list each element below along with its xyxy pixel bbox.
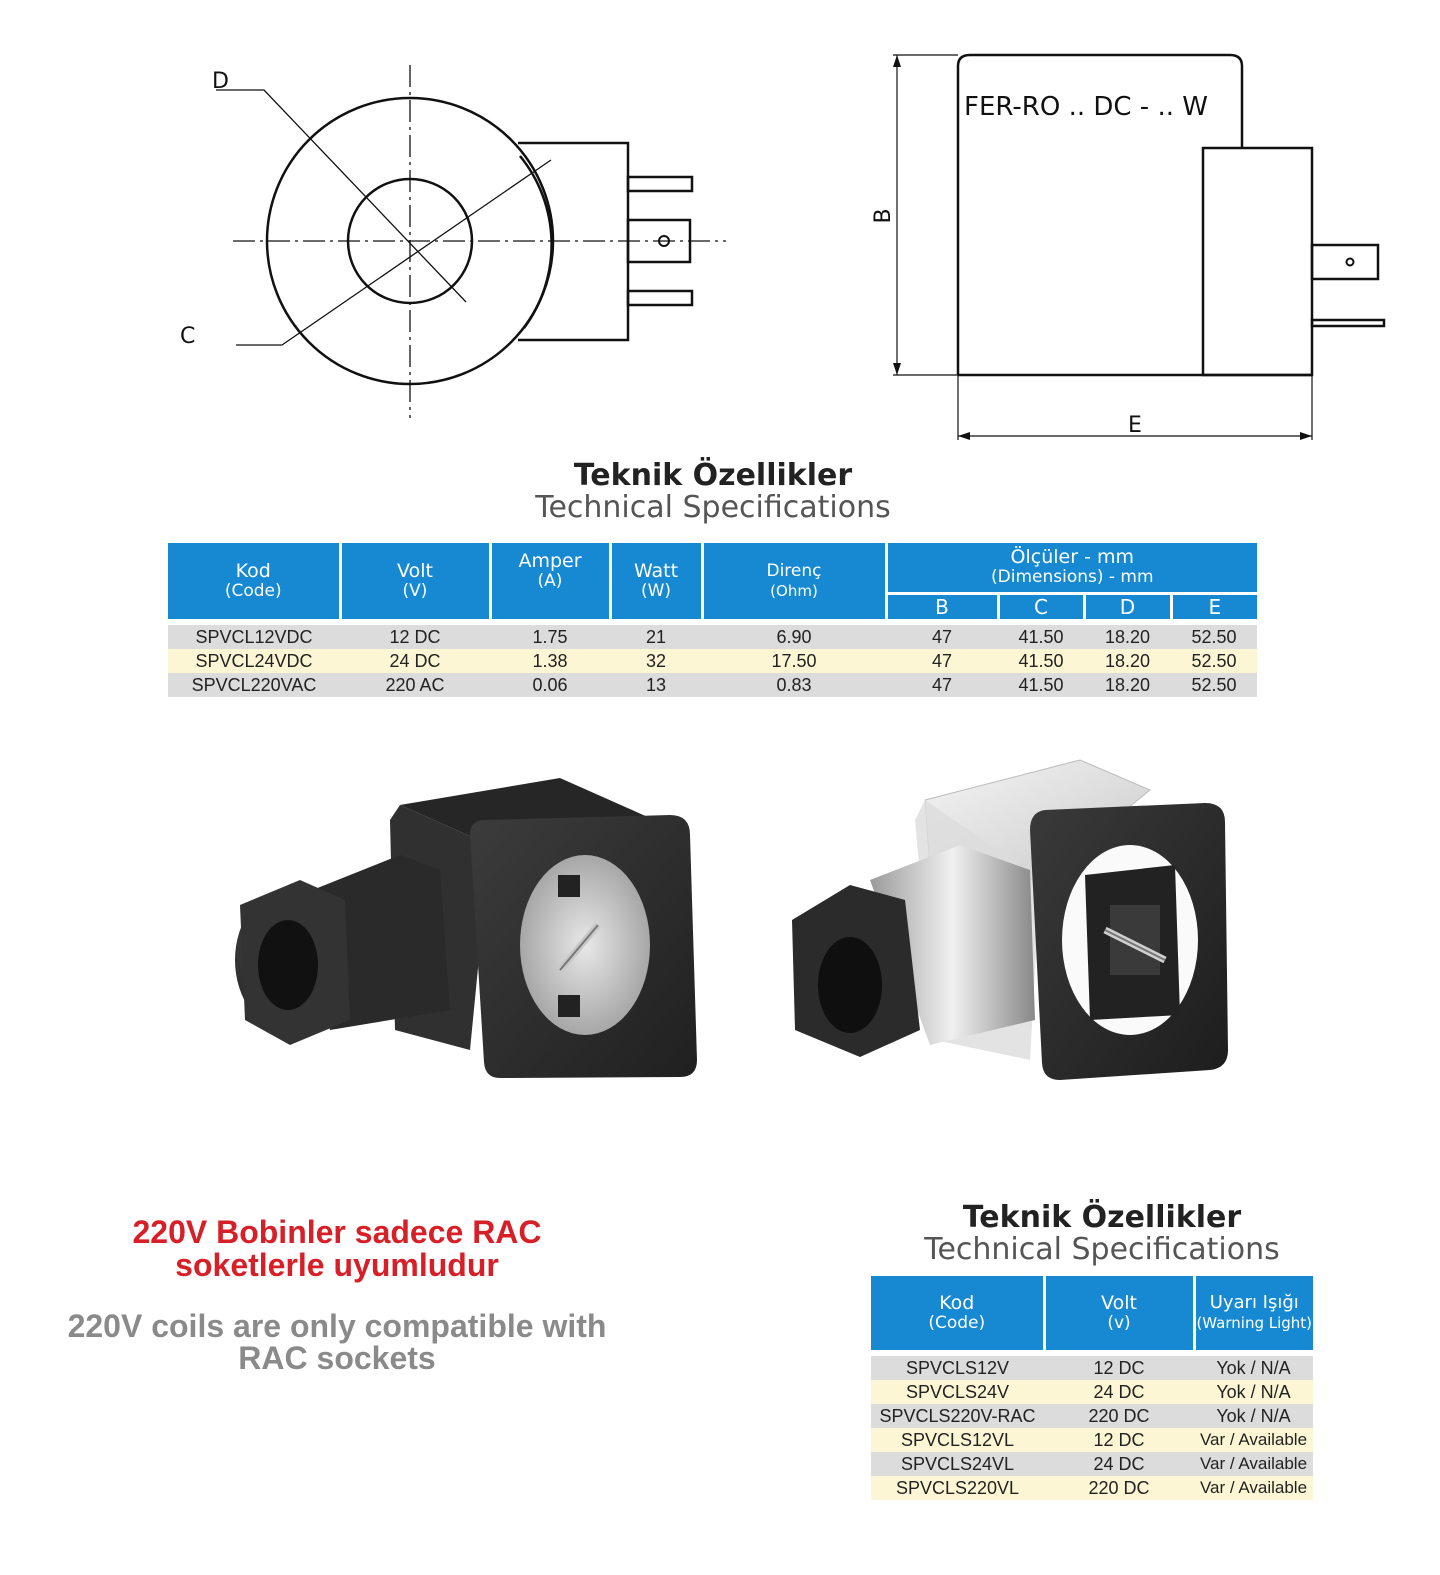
model-label: FER-RO .. DC - .. W — [964, 92, 1208, 122]
cell-watt: 32 — [610, 649, 702, 673]
cell-e: 52.50 — [1171, 625, 1257, 649]
note-tr-line1: 220V Bobinler sadece RAC — [132, 1214, 542, 1250]
label-b: B — [871, 208, 896, 224]
note-en-line1: 220V coils are only compatible with — [67, 1308, 607, 1344]
cell-e: 52.50 — [1171, 649, 1257, 673]
spec1-title-en: Technical Specifications — [535, 490, 891, 525]
cell-volt: 24 DC — [1044, 1380, 1194, 1404]
cell-e: 52.50 — [1171, 673, 1257, 697]
cell-light: Var / Available — [1194, 1476, 1313, 1500]
cell-amper: 0.06 — [490, 673, 610, 697]
cell-watt: 13 — [610, 673, 702, 697]
col-watt: Watt (W) — [610, 543, 702, 619]
cell-code: SPVCLS220VL — [871, 1476, 1044, 1500]
cell-ohm: 6.90 — [702, 625, 886, 649]
cell-volt: 220 DC — [1044, 1404, 1194, 1428]
spec2-title-tr: Teknik Özellikler — [962, 1200, 1242, 1235]
cell-ohm: 17.50 — [702, 649, 886, 673]
col-d: D — [1084, 593, 1171, 619]
socket-photo-black — [230, 770, 710, 1090]
cell-code: SPVCLS220V-RAC — [871, 1404, 1044, 1428]
cell-b: 47 — [886, 649, 998, 673]
note-tr-line2: soketlerle uyumludur — [175, 1247, 499, 1283]
cell-volt: 24 DC — [1044, 1452, 1194, 1476]
col-direnc: Direnç (Ohm) — [702, 543, 886, 619]
spec2-title-en: Technical Specifications — [924, 1232, 1280, 1267]
cell-volt: 24 DC — [340, 649, 490, 673]
coil-side-drawing — [860, 45, 1400, 445]
cell-amper: 1.75 — [490, 625, 610, 649]
cell-c: 41.50 — [998, 625, 1084, 649]
col-volt: Volt (v) — [1044, 1276, 1194, 1350]
cell-light: Yok / N/A — [1194, 1404, 1313, 1428]
col-uyari: Uyarı Işığı (Warning Light) — [1194, 1276, 1313, 1350]
cell-d: 18.20 — [1084, 673, 1171, 697]
socket-photo-transparent — [785, 755, 1235, 1090]
label-c: C — [180, 324, 196, 349]
col-olculer: Ölçüler - mm (Dimensions) - mm — [886, 543, 1257, 593]
cell-amper: 1.38 — [490, 649, 610, 673]
cell-code: SPVCLS24V — [871, 1380, 1044, 1404]
col-volt: Volt (V) — [340, 543, 490, 619]
table-row — [871, 1452, 1313, 1476]
table-row — [168, 649, 1257, 673]
cell-volt: 220 DC — [1044, 1476, 1194, 1500]
cell-volt: 12 DC — [340, 625, 490, 649]
table-row — [871, 1428, 1313, 1452]
cell-volt: 220 AC — [340, 673, 490, 697]
spec1-title-tr: Teknik Özellikler — [573, 458, 853, 493]
cell-c: 41.50 — [998, 673, 1084, 697]
table-row — [168, 625, 1257, 649]
cell-code: SPVCLS12VL — [871, 1428, 1044, 1452]
table-row — [168, 673, 1257, 697]
col-amper: Amper (A) — [490, 543, 610, 619]
coil-spec-table — [168, 543, 1257, 697]
label-d: D — [212, 69, 229, 94]
cell-code: SPVCL12VDC — [168, 625, 340, 649]
cell-b: 47 — [886, 625, 998, 649]
cell-ohm: 0.83 — [702, 673, 886, 697]
socket-spec-table — [871, 1276, 1313, 1500]
cell-light: Var / Available — [1194, 1452, 1313, 1476]
col-e: E — [1171, 593, 1257, 619]
cell-volt: 12 DC — [1044, 1356, 1194, 1380]
cell-d: 18.20 — [1084, 649, 1171, 673]
table-row — [871, 1380, 1313, 1404]
table-row — [871, 1476, 1313, 1500]
table-row — [871, 1404, 1313, 1428]
table-row — [871, 1356, 1313, 1380]
col-kod: Kod (Code) — [168, 543, 340, 619]
cell-code: SPVCL220VAC — [168, 673, 340, 697]
cell-d: 18.20 — [1084, 625, 1171, 649]
col-c: C — [998, 593, 1084, 619]
cell-volt: 12 DC — [1044, 1428, 1194, 1452]
note-tr — [40, 1216, 634, 1282]
col-kod: Kod (Code) — [871, 1276, 1044, 1350]
note-en-line2: RAC sockets — [238, 1340, 436, 1376]
cell-light: Var / Available — [1194, 1428, 1313, 1452]
cell-light: Yok / N/A — [1194, 1356, 1313, 1380]
col-b: B — [886, 593, 998, 619]
cell-code: SPVCLS24VL — [871, 1452, 1044, 1476]
cell-code: SPVCL24VDC — [168, 649, 340, 673]
cell-watt: 21 — [610, 625, 702, 649]
coil-front-drawing — [170, 60, 740, 430]
cell-c: 41.50 — [998, 649, 1084, 673]
cell-light: Yok / N/A — [1194, 1380, 1313, 1404]
cell-code: SPVCLS12V — [871, 1356, 1044, 1380]
note-en — [30, 1310, 644, 1374]
label-e: E — [1128, 413, 1142, 438]
cell-b: 47 — [886, 673, 998, 697]
